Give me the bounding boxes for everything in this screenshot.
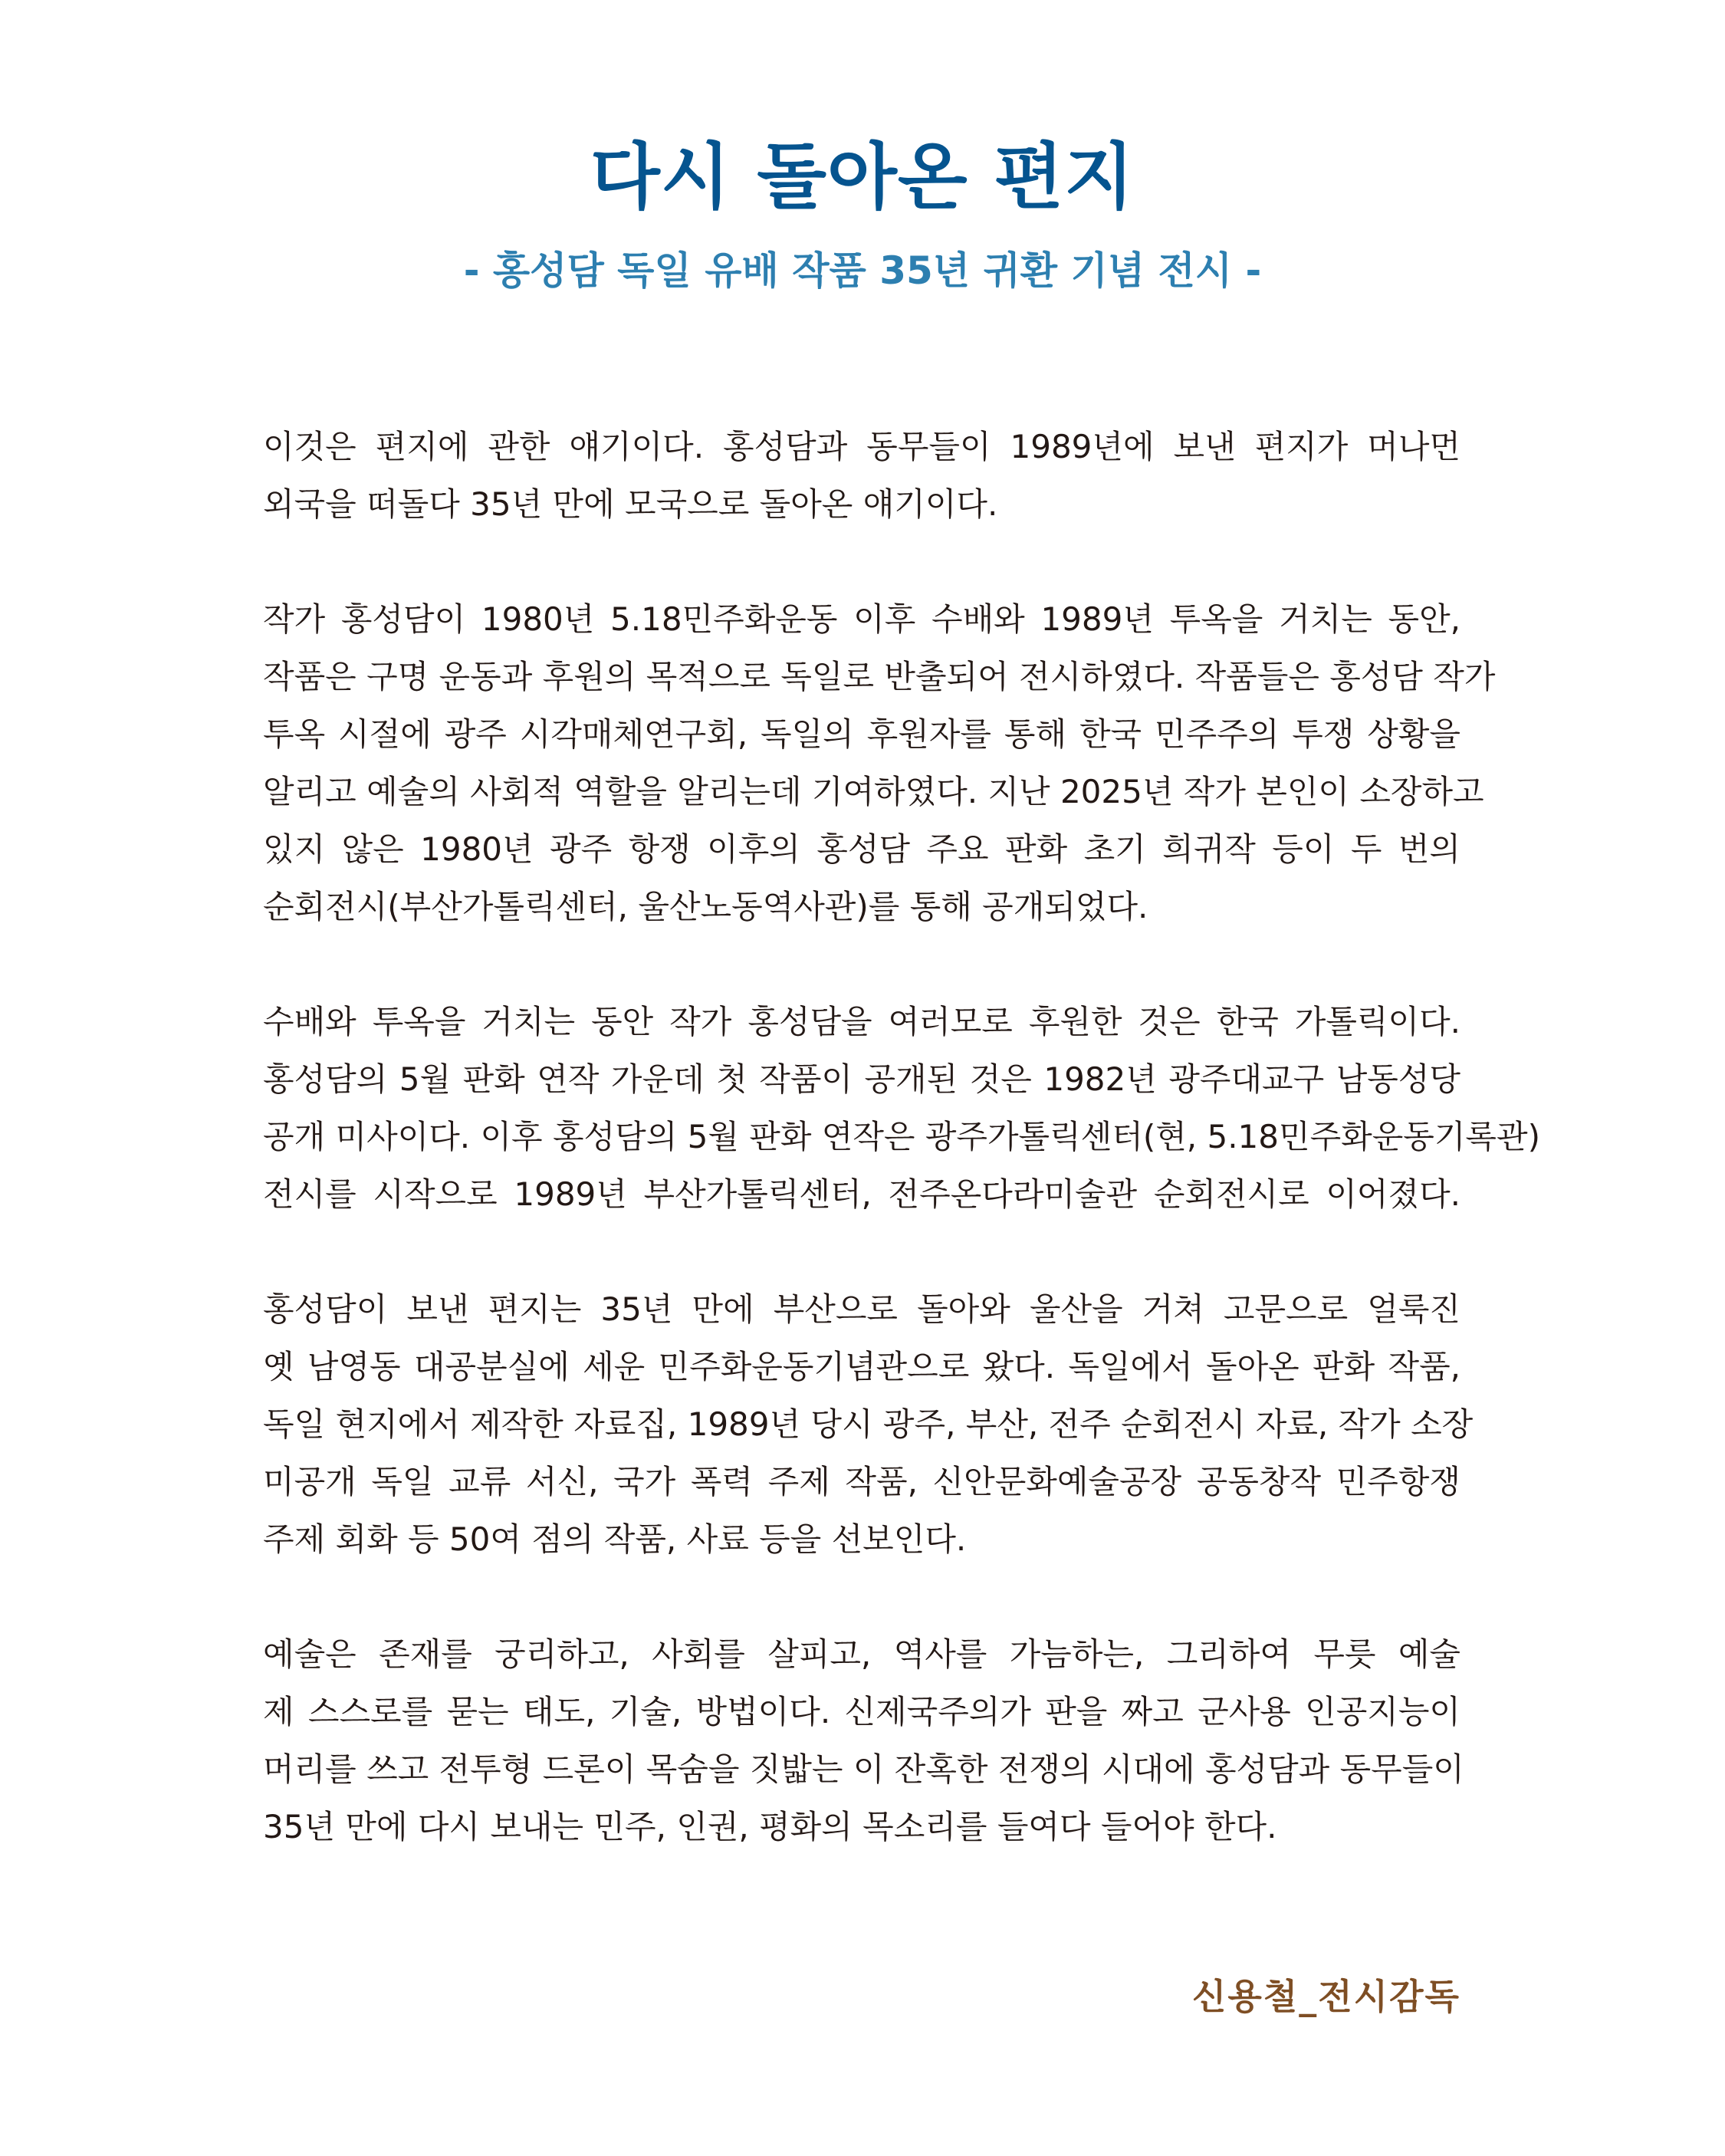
text-line: 순회전시(부산가톨릭센터, 울산노동역사관)를 통해 공개되었다. [263, 888, 1148, 925]
paragraph-exhibition-contents [263, 1280, 1474, 1568]
page-subtitle: - 홍성담 독일 유배 작품 35년 귀환 기념 전시 - [463, 248, 1262, 293]
paragraph-closing [263, 1625, 1464, 1855]
text-line: 제 스스로를 묻는 태도, 기술, 방법이다. 신제국주의가 판을 짜고 군사용 인공지능이 [263, 1693, 1460, 1730]
signature: 신용철_전시감독 [1191, 1976, 1460, 2017]
text-line: 수배와 투옥을 거치는 동안 작가 홍성담을 여러모로 후원한 것은 한국 가톨릭이다. [263, 1003, 1460, 1040]
text-line: 작품은 구명 운동과 후원의 목적으로 독일로 반출되어 전시하였다. 작품들은 홍성담 작가 [263, 658, 1496, 695]
text-line: 외국을 떠돌다 35년 만에 모국으로 돌아온 얘기이다. [263, 485, 998, 523]
text-line: 예술은 존재를 궁리하고, 사회를 살피고, 역사를 가늠하는, 그리하여 무릇 예술 [263, 1635, 1460, 1673]
text-line: 독일 현지에서 제작한 자료집, 1989년 당시 광주, 부산, 전주 순회전시 자료, 작가 소장 [263, 1405, 1474, 1443]
text-line: 주제 회화 등 50여 점의 작품, 사료 등을 선보인다. [263, 1520, 967, 1558]
text-line: 홍성담이 보낸 편지는 35년 만에 부산으로 돌아와 울산을 거쳐 고문으로 얼룩진 [263, 1290, 1460, 1328]
text-line: 투옥 시절에 광주 시각매체연구회, 독일의 후원자를 통해 한국 민주주의 투쟁 상황을 [263, 715, 1460, 753]
paragraph-intro [263, 418, 1460, 533]
text-line: 있지 않은 1980년 광주 항쟁 이후의 홍성담 주요 판화 초기 희귀작 등이 두 번의 [263, 830, 1460, 868]
text-line: 머리를 쓰고 전투형 드론이 목숨을 짓밟는 이 잔혹한 전쟁의 시대에 홍성담과 동무들이 [263, 1750, 1464, 1788]
text-line: 알리고 예술의 사회적 역할을 알리는데 기여하였다. 지난 2025년 작가 본인이 소장하고 [263, 773, 1484, 810]
paragraph-history [263, 590, 1496, 935]
text-line: 전시를 시작으로 1989년 부산가톨릭센터, 전주온다라미술관 순회전시로 이어졌다. [263, 1175, 1460, 1213]
text-line: 이것은 편지에 관한 얘기이다. 홍성담과 동무들이 1989년에 보낸 편지가 머나먼 [263, 428, 1460, 465]
text-line: 옛 남영동 대공분실에 세운 민주화운동기념관으로 왔다. 독일에서 돌아온 판화 작품, [263, 1348, 1460, 1385]
text-line: 공개 미사이다. 이후 홍성담의 5월 판화 연작은 광주가톨릭센터(현, 5.18민주화운동기록관) [263, 1118, 1540, 1155]
text-line: 홍성담의 5월 판화 연작 가운데 첫 작품이 공개된 것은 1982년 광주대교구 남동성당 [263, 1060, 1460, 1098]
text-line: 작가 홍성담이 1980년 5.18민주화운동 이후 수배와 1989년 투옥을 거치는 동안, [263, 600, 1460, 638]
text-line: 35년 만에 다시 보내는 민주, 인권, 평화의 목소리를 들여다 들어야 한다. [263, 1808, 1277, 1845]
paragraph-catholic-support [263, 993, 1540, 1223]
page-title: 다시 돌아온 편지 [590, 136, 1135, 219]
text-line: 미공개 독일 교류 서신, 국가 폭력 주제 작품, 신안문화예술공장 공동창작 민주항쟁 [263, 1463, 1460, 1500]
statement-body [263, 418, 1540, 1913]
